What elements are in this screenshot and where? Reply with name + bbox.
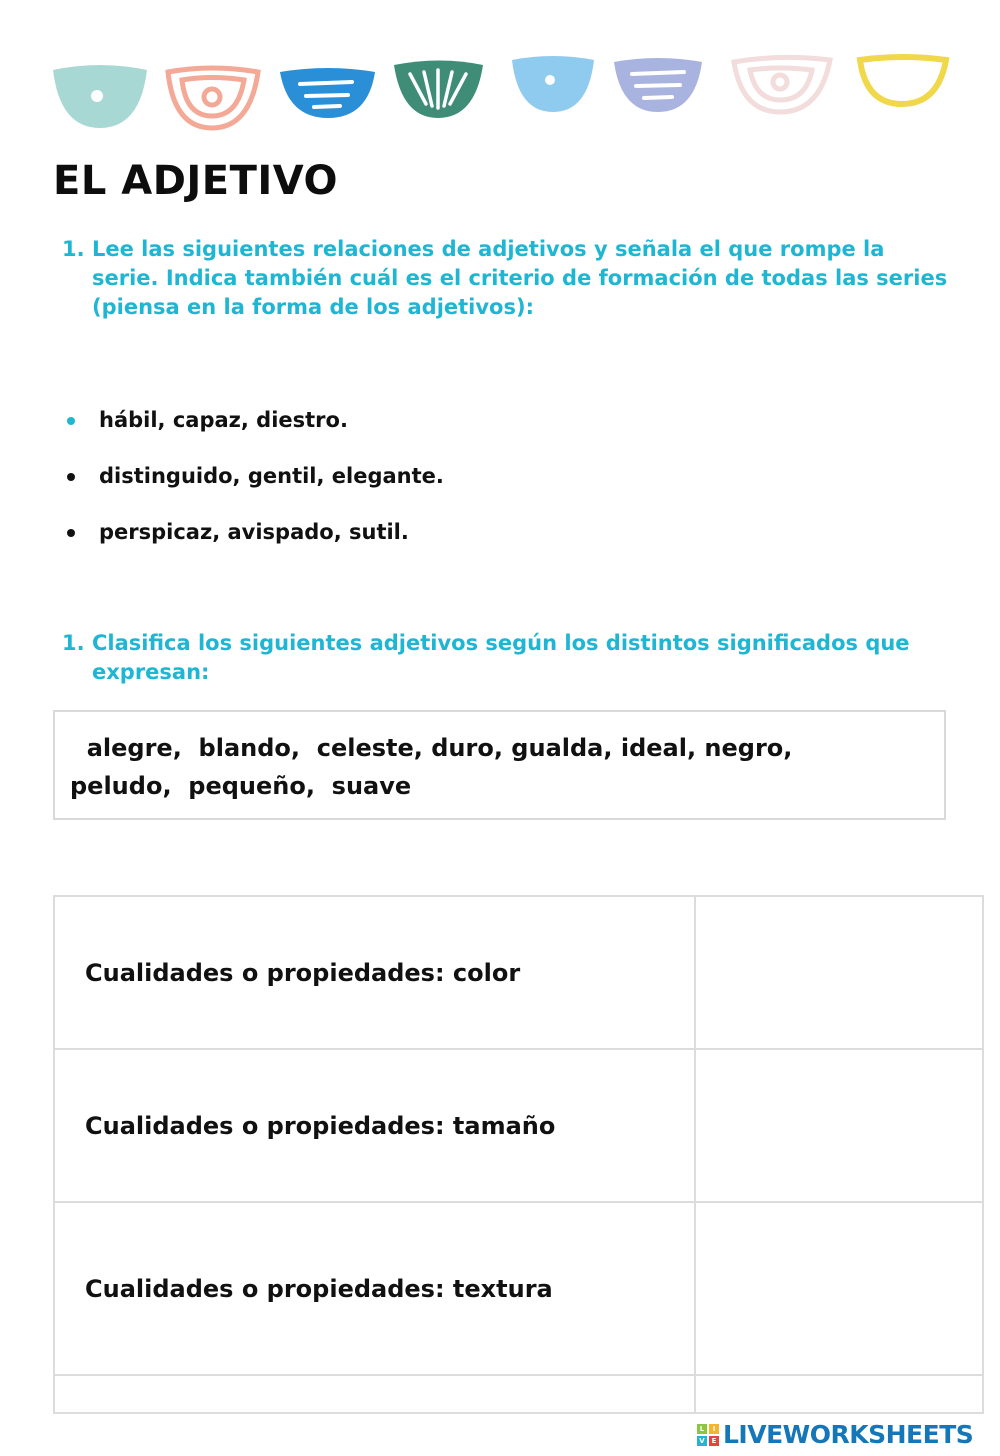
series-text: distinguido, gentil, elegante. [99,464,444,488]
yellow-bowl-icon [860,57,946,104]
series-text: hábil, capaz, diestro. [99,408,348,432]
answer-field-extra[interactable] [695,1375,983,1413]
page-title: EL ADJETIVO [53,158,339,204]
liveworksheets-logo-icon: L I V E [697,1424,719,1446]
exercise1-number: 1. [62,237,85,261]
exercise1-instruction [62,235,952,322]
exercise2-instruction [62,629,952,687]
classification-table [53,895,984,1414]
table-row [54,1375,983,1413]
category-label [54,1375,695,1413]
exercise1-instruction-text: Lee las siguientes relaciones de adjetivos y señala el que rompe la serie. Indica también cuál es el criterio de formación de todas las series (piensa en la forma de los adjetivos): [92,237,948,319]
category-label: Cualidades o propiedades: color [54,896,695,1049]
category-label: Cualidades o propiedades: textura [54,1202,695,1375]
blue-bowl-icon [280,68,375,118]
mint-bowl-icon [53,65,147,128]
word-bank-box [53,710,946,820]
brand-name: LIVEWORKSHEETS [723,1420,974,1449]
liveworksheets-logo[interactable] [697,1420,973,1449]
table-row [54,896,983,1049]
green-bowl-icon [394,61,483,119]
decorative-bowls [0,0,1000,140]
pink-bowl-icon [734,57,830,112]
bullet-icon [67,529,75,537]
bullet-icon [67,417,75,425]
word-bank: alegre, blando, celeste, duro, gualda, ideal, negro, peludo, pequeño, suave [70,734,793,800]
answer-field-size[interactable] [695,1049,983,1202]
exercise2-instruction-text: Clasifica los siguientes adjetivos según los distintos significados que expresan: [92,631,910,684]
sky-bowl-icon [512,56,594,112]
bullet-icon [67,473,75,481]
coral-bowl-icon [168,68,258,128]
series-text: perspicaz, avispado, sutil. [99,520,409,544]
table-row [54,1049,983,1202]
category-label: Cualidades o propiedades: tamaño [54,1049,695,1202]
table-row [54,1202,983,1375]
exercise2-number: 1. [62,631,85,655]
lavender-bowl-icon [614,58,702,112]
answer-field-color[interactable] [695,896,983,1049]
answer-field-texture[interactable] [695,1202,983,1375]
